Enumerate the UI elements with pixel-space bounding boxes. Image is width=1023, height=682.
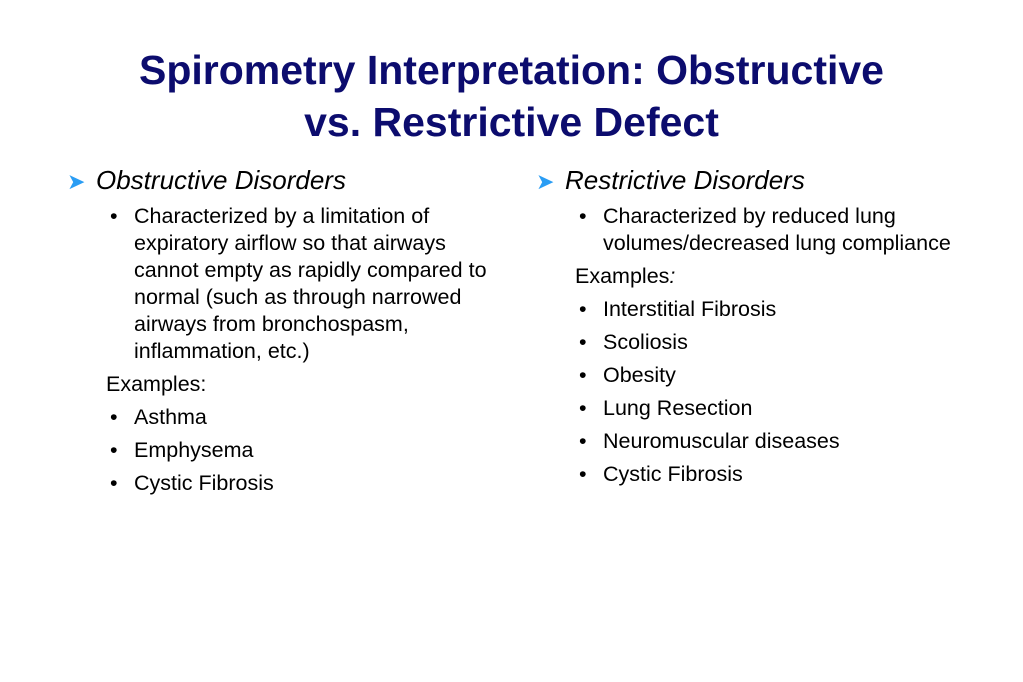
obstructive-examples-label: Examples: (106, 372, 207, 396)
restrictive-examples-label (536, 263, 976, 290)
arrow-bullet-icon: ➤ (67, 169, 86, 194)
list-item: • Lung Resection (536, 395, 976, 422)
slide-title-line-1: Spirometry Interpretation: Obstructive (139, 47, 884, 93)
restrictive-description: • Characterized by reduced lung volumes/decreased lung compliance (536, 203, 976, 257)
list-item: • Scoliosis (536, 329, 976, 356)
restrictive-description-list (536, 203, 976, 257)
list-item: • Asthma (67, 404, 496, 431)
slide-title-line-2: vs. Restrictive Defect (304, 99, 719, 145)
restrictive-heading (536, 163, 976, 199)
arrow-bullet-icon: ➤ (536, 169, 555, 194)
list-item: • Neuromuscular diseases (536, 428, 976, 455)
restrictive-examples-label-text: Examples (575, 264, 670, 288)
list-item: • Cystic Fibrosis (67, 470, 496, 497)
obstructive-examples-list (67, 404, 507, 497)
list-item: • Emphysema (67, 437, 496, 464)
slide-title (0, 44, 1023, 148)
restrictive-heading-text: Restrictive Disorders (565, 165, 805, 195)
list-item: • Cystic Fibrosis (536, 461, 976, 488)
obstructive-description-list (67, 203, 507, 365)
list-item: • Interstitial Fibrosis (536, 296, 976, 323)
obstructive-column (67, 163, 507, 503)
obstructive-heading (67, 163, 507, 199)
restrictive-examples-list (536, 296, 976, 488)
obstructive-description: • Characterized by a limitation of expiratory airflow so that airways cannot empty as rapidly compared to normal (such as through narrowed airways from bronchospasm, inflammation, etc.) (67, 203, 496, 365)
restrictive-examples-colon: : (669, 264, 676, 288)
list-item: • Obesity (536, 362, 976, 389)
restrictive-column (536, 163, 976, 494)
obstructive-heading-text: Obstructive Disorders (96, 165, 346, 195)
